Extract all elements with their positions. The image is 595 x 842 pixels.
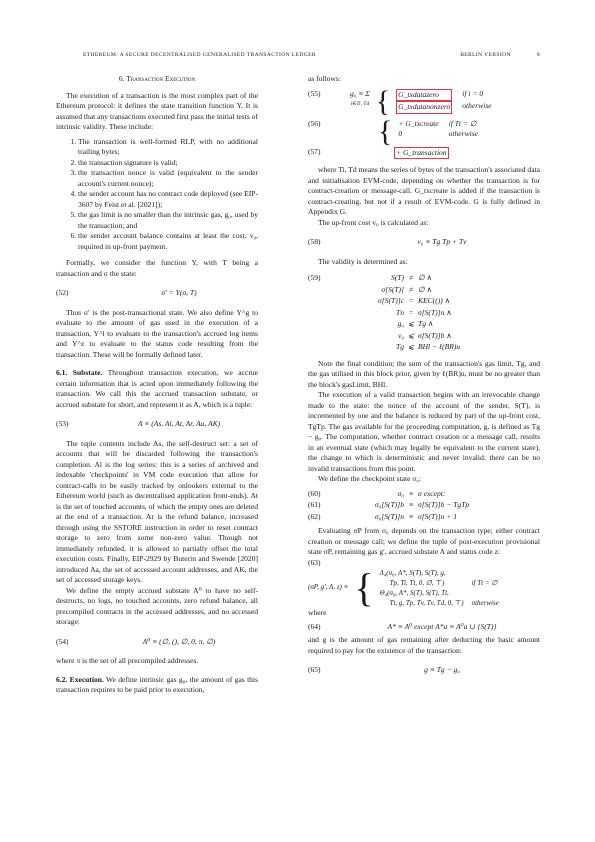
equation-op: ⩽ [407, 319, 415, 328]
paragraph: Evaluating σP from σ₀ depends on the transaction type; either contract creation or message call; we define the tuple of post-execution provisional state σP, remaining gas g′, accrued substate A and status code z: [308, 526, 540, 556]
paragraph: The tuple contents include As, the self-destruct set: a set of accounts that will be discarded following the transaction's completion. Al is the log series: this is a series of archived and indexable 'checkpoints' in VM code execution that allow for contract-calls to be easily tracked by onlookers external to the Ethereum world (such as decentralised application front-ends). At is the set of touched accounts, of which the empty ones are deleted at the end of a transaction. Ar is the refund balance, increased through using the SSTORE instruction in order to reset contract storage to zero from some non-zero value. Though not immediately refunded, it is allowed to partially offset the total execution costs. Finally, EIP-2929 by Buterin and Swende [2020] introduced Aa, the set of accessed account addresses, and AK, the set of accessed storage keys. [56, 438, 258, 584]
equation-57 [308, 147, 540, 160]
equation-op: = [408, 296, 414, 305]
paragraph-text: Throughout transaction execution, we accrue certain information that is acted upon immediately following the transaction. We call this the accrued transaction substate, or accrued substate for short, and represent it as A, which is a tuple: [56, 368, 258, 409]
equation-58 [308, 237, 540, 248]
page-number: 8 [536, 52, 540, 58]
equation-body: A⁰ ≡ (∅, (), ∅, 0, π, ∅) [142, 636, 216, 646]
equation-rhs: σ[S(T)]b − TgTp [418, 500, 470, 509]
equation-body: A ≡ (As, Al, At, Ar, Aa, AK) [137, 419, 221, 428]
equation-lhs: v₀ [398, 330, 404, 340]
equation-body: g ≡ Tg − g₀ [424, 665, 460, 674]
equation-lhs: Tg [396, 342, 404, 351]
equation-number: (56) [308, 118, 321, 128]
equation-53 [56, 419, 258, 430]
equation-64 [308, 622, 540, 633]
equation-lhs: σ₀[S(T)]b [375, 500, 404, 509]
subsection-paragraph [56, 368, 258, 410]
equation-cond: if Tt = ∅ [448, 118, 477, 128]
equation-number: (58) [308, 237, 321, 246]
equation-number: (64) [308, 621, 321, 631]
equation-56: (56) { + G_txcreate if Tt = ∅ 0 otherwise [308, 114, 478, 148]
equation-lhs: g₀ [397, 319, 404, 328]
equation-54 [56, 637, 258, 648]
equation-case: G_txdatazero [396, 89, 452, 102]
equation-number: (52) [56, 288, 69, 297]
paragraph-text: We define intrinsic gas g₀, the amount of gas this transaction requires to be paid prior to execution, [56, 674, 258, 694]
paragraph: and g is the amount of gas remaining after deducting the basic amount required to pay for the existence of the transaction: [308, 635, 540, 655]
equation-rhs: σ[S(T)]b ∧ [418, 330, 452, 340]
equation-rhs: BHl − ℓ(BR)u [418, 342, 461, 351]
paragraph: The execution of a valid transaction begins with an irrevocable change made to the state: the nonce of the account of the sender, S(T), is incremented by one and the balance is reduced by part of the up-front cost, TgTp. The gas available for the proceeding computation, g, is defined as Tg − g₀. The computation, whether contract creation or a message call, results in an eventual state (which may legally be equivalent to the current state), the change to which is deterministic and never invalid: there can be no invalid transactions from this point. [308, 390, 540, 473]
paragraph: The validity is determined as: [318, 256, 408, 266]
equation-number: (60) [308, 488, 321, 498]
header-title: ETHEREUM: A SECURE DECENTRALISED GENERALISED TRANSACTION LEDGER [83, 52, 316, 58]
equation-lhs: σ[S(T)]c [378, 296, 404, 305]
equation-op: ⩽ [407, 342, 415, 351]
equation-body: + G_transaction [394, 147, 449, 160]
equation-59 [308, 273, 540, 353]
equation-cond: otherwise [462, 101, 492, 110]
paragraph: The up-front cost v₀ is calculated as: [318, 217, 429, 227]
equation-body: v₀ ≡ Tg Tp + Tv [417, 237, 467, 246]
equation-number: (65) [308, 665, 321, 674]
equation-rhs: ∅ ∧ [418, 284, 432, 294]
paragraph: where π is the set of all precompiled addresses. [56, 656, 199, 665]
equation-body: A* ≡ A⁰ except A*a ≡ A⁰a ∪ {S(T)} [387, 621, 497, 631]
equation-op: ≡ [408, 511, 414, 521]
equation-body: σ′ = Υ(σ, T) [161, 288, 197, 297]
equation-op: ≠ [408, 284, 414, 294]
equation-number: (53) [56, 419, 69, 428]
equation-lhs: Tn [396, 307, 404, 317]
paragraph: We define the checkpoint state σ₀: [318, 474, 422, 483]
equation-rhs: σ[S(T)]n ∧ [418, 307, 452, 317]
equation-rhs: Tg ∧ [418, 319, 434, 328]
equation-lhs: g₀ ≡ Σ [350, 88, 370, 98]
equation-52 [56, 288, 258, 299]
equation-case: 0 [398, 129, 403, 138]
equation-subscript: i∈Ti, Td [350, 101, 370, 107]
left-column [56, 74, 258, 696]
subsection-title: 6.1. Substate. [56, 368, 103, 377]
equation-number: (61) [308, 500, 321, 509]
equation-lhs: σ[S(T)] [381, 284, 404, 294]
equation-case: G_txdatanonzero [396, 101, 452, 114]
list-item: 4. the sender account has no contract code deployed (see EIP-3607 by Feist et al. [2021]); [78, 189, 258, 210]
list-item: 6. the sender account balance contains at least the cost, v₀, required in up-front payment. [78, 231, 258, 252]
equation-case: + G_txcreate [398, 118, 439, 128]
equation-case: Θ₄(σ₀, A*, S(T), S(T), Tt, [379, 589, 449, 597]
equation-number: (57) [308, 146, 321, 156]
equation-lhs: (σP, g′, A, z) ≡ [308, 583, 349, 591]
paragraph: The execution of a transaction is the most complex part of the Ethereum protocol: it defines the state transition function Υ. It is assumed that any transactions executed first pass the initial tests of intrinsic validity. These include: [56, 90, 258, 131]
paragraph: Note the final condition; the sum of the transaction's gas limit, Tg, and the gas utilised in this block prior, given by ℓ(BR)u, must be no greater than the block's gasLimit, BHl. [308, 358, 540, 389]
paragraph: We define the empty accrued substate A⁰ to have no self-destructs, no logs, no touched accounts, zero refund balance, all precompiled contracts in the accessed addresses, and no accessed storage: [56, 585, 258, 626]
subsection-title: 6.2. Execution. [56, 674, 104, 684]
equation-number: (54) [56, 636, 69, 646]
list-item: 5. the gas limit is no smaller than the intrinsic gas, g₀, used by the transaction; and [78, 210, 258, 231]
equation-op: ⩽ [407, 330, 415, 340]
equation-cond: if Tt = ∅ [471, 579, 498, 587]
equation-number: (55) [308, 88, 321, 98]
list-item: 3. the transaction nonce is valid (equivalent to the sender account's current nonce); [78, 168, 258, 189]
paragraph: where Ti, Td means the series of bytes of the transaction's associated data and initialisation EVM-code, depending on whether the transaction is for contract-creation or message-call. G_txcreate is added if the transaction is contract-creating, but not if a result of EVM-code. G is fully defined in Appendix G. [308, 165, 540, 216]
validity-list [56, 137, 258, 253]
paragraph: as follows: [308, 74, 341, 83]
equation-lhs: S(T) [391, 273, 404, 282]
equations-60-62 [308, 489, 540, 523]
running-header [83, 52, 540, 58]
equation-rhs: σ except: [418, 488, 446, 498]
equation-55: (55) g₀ ≡ Σ i∈Ti, Td { G_txdatazero if i = 0 G_txdatanonzero otherwise [308, 84, 492, 118]
equation-op: ≠ [408, 273, 414, 282]
paragraph: where [308, 608, 327, 617]
equation-lhs: σ₀ [397, 488, 404, 498]
equation-case: Λ₄(σ₀, A*, S(T), S(T), g, [379, 569, 446, 577]
equation-op: = [408, 307, 414, 317]
equation-cond: if i = 0 [462, 88, 484, 98]
equation-65 [308, 665, 540, 676]
equation-cond: otherwise [471, 599, 499, 607]
equation-case: Tp, Ti, Tt, 0, ∅, ⊤) [389, 579, 445, 587]
equation-op: ≡ [408, 488, 414, 498]
equation-case: Tt, g, Tp, Tv, Tv, Td, 0, ⊤) [389, 599, 464, 607]
paragraph: Thus σ′ is the post-transactional state. We also define Υ^g to evaluate to the amount of gas used in the execution of a transaction, Υ^l to evaluate to the transaction's accrued log items and Υ^z to evaluate to the status code resulting from the transaction. These will be formally defined later. [56, 307, 258, 359]
equation-op: ≡ [408, 500, 414, 509]
equation-number: (63) [308, 557, 321, 567]
equation-63: (σP, g′, A, z) ≡ { Λ₄(σ₀, A*, S(T), S(T), g, Tp, Ti, Tt, 0, ∅, ⊤) if Tt = ∅ Θ₄(σ₀, A*, S(T), S(T), Tt, Tt, g, Tp, Tv, Tv, Td, 0, ⊤) otherwise [308, 565, 499, 610]
equation-rhs: ∅ ∧ [418, 273, 432, 282]
equation-number: (62) [308, 511, 321, 521]
equation-lhs: σ₀[S(T)]n [375, 511, 404, 521]
subsection-paragraph [56, 675, 258, 696]
list-item: 1. The transaction is well-formed RLP, with no additional trailing bytes; [78, 137, 258, 158]
header-version: BERLIN VERSION [460, 52, 511, 58]
equation-rhs: KEC(()) ∧ [418, 296, 451, 305]
equation-number: (59) [308, 273, 321, 282]
section-title: 6. Transaction Execution [118, 74, 196, 83]
paragraph: Formally, we consider the function Υ, with T being a transaction and σ the state: [56, 258, 258, 278]
list-item: 2. the transaction signature is valid; [78, 158, 258, 169]
equation-rhs: σ[S(T)]n + 1 [418, 511, 458, 521]
equation-cond: otherwise [448, 129, 478, 138]
right-column [308, 74, 540, 685]
